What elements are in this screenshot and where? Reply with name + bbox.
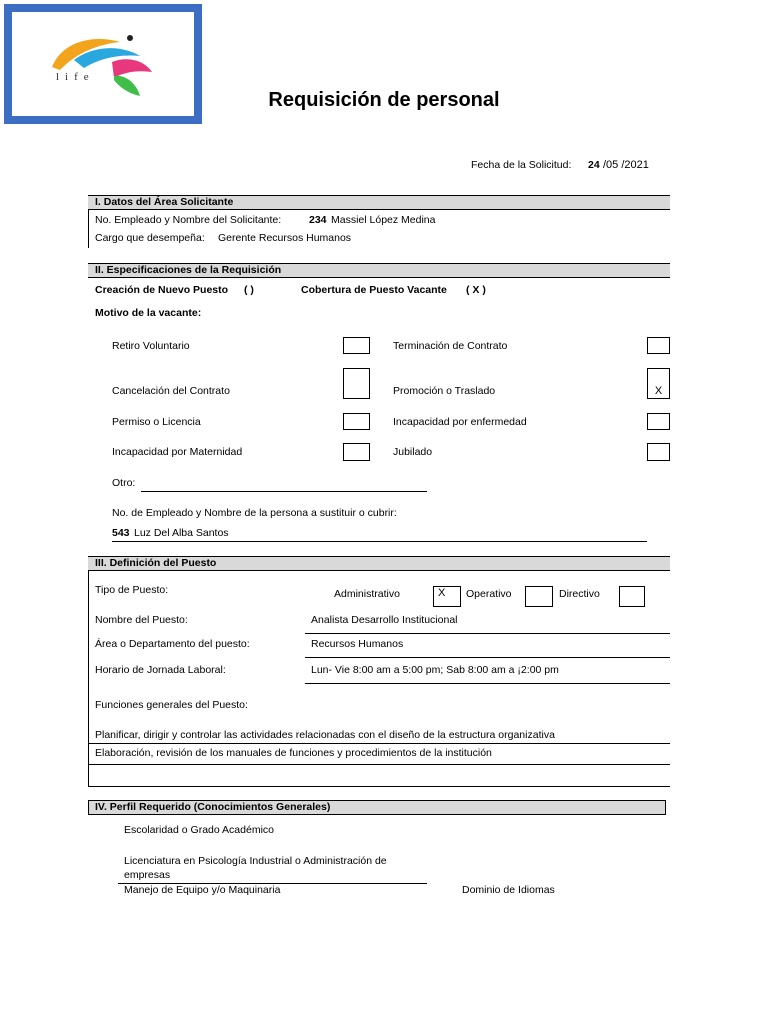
checkbox-retiro[interactable] xyxy=(343,337,370,354)
nombre-puesto-value: Analista Desarrollo Institucional xyxy=(311,614,458,626)
funcion-2: Elaboración, revisión de los manuales de funciones y procedimientos de la institución xyxy=(95,747,492,759)
section-3-border xyxy=(88,571,89,786)
reason-promocion: Promoción o Traslado xyxy=(393,385,496,397)
sustituir-line xyxy=(112,541,647,542)
reason-cancelacion: Cancelación del Contrato xyxy=(112,385,230,397)
area-line xyxy=(305,657,670,658)
funcion-2-line xyxy=(88,764,670,765)
empleado-name: Massiel López Medina xyxy=(331,214,436,226)
checkbox-administrativo[interactable]: X xyxy=(433,586,461,607)
reason-incapacidad-enfermedad: Incapacidad por enfermedad xyxy=(393,416,527,428)
manejo-label: Manejo de Equipo y/o Maquinaria xyxy=(124,884,281,896)
reason-maternidad: Incapacidad por Maternidad xyxy=(112,446,243,458)
logo-text: life xyxy=(56,71,95,83)
horario-value: Lun- Vie 8:00 am a 5:00 pm; Sab 8:00 am a ¡2:00 pm xyxy=(311,664,559,676)
section-4-left-border xyxy=(88,800,89,815)
cobertura-mark: ( X ) xyxy=(466,284,486,296)
page-title: Requisición de personal xyxy=(268,89,500,111)
tipo-label: Tipo de Puesto: xyxy=(95,584,169,596)
motivo-label: Motivo de la vacante: xyxy=(95,307,202,319)
area-label: Área o Departamento del puesto: xyxy=(95,638,250,650)
tipo-directivo: Directivo xyxy=(559,588,600,600)
escolaridad-value-2: empresas xyxy=(124,869,171,881)
section-4-right-border xyxy=(665,800,666,815)
checkbox-directivo[interactable] xyxy=(619,586,645,607)
checkbox-operativo[interactable] xyxy=(525,586,553,607)
funcion-3-line xyxy=(88,786,670,787)
fecha-day: 24 xyxy=(588,159,600,171)
cargo-label: Cargo que desempeña: xyxy=(95,232,205,244)
section-4-header: IV. Perfil Requerido (Conocimientos Generales) xyxy=(88,800,666,815)
checkbox-jubilado[interactable] xyxy=(647,443,670,461)
checkbox-promocion[interactable]: X xyxy=(647,368,670,399)
checkbox-maternidad[interactable] xyxy=(343,443,370,461)
reason-jubilado: Jubilado xyxy=(393,446,433,458)
section-1-border xyxy=(88,210,89,248)
funcion-1: Planificar, dirigir y controlar las actividades relacionadas con el diseño de la estructura organizativa xyxy=(95,729,555,741)
empleado-num: 234 xyxy=(309,214,327,226)
otro-label: Otro: xyxy=(112,477,136,489)
horario-label: Horario de Jornada Laboral: xyxy=(95,664,226,676)
cobertura-label: Cobertura de Puesto Vacante xyxy=(301,284,447,296)
checkbox-terminacion[interactable] xyxy=(647,337,670,354)
reason-retiro: Retiro Voluntario xyxy=(112,340,190,352)
empleado-label: No. Empleado y Nombre del Solicitante: xyxy=(95,214,282,226)
creacion-label: Creación de Nuevo Puesto xyxy=(95,284,229,296)
escolaridad-label: Escolaridad o Grado Académico xyxy=(124,824,274,836)
tipo-administrativo: Administrativo xyxy=(334,588,400,600)
reason-permiso: Permiso o Licencia xyxy=(112,416,201,428)
sustituir-label: No. de Empleado y Nombre de la persona a sustituir o cubrir: xyxy=(112,507,397,519)
nombre-puesto-line xyxy=(305,633,670,634)
area-value: Recursos Humanos xyxy=(311,638,404,650)
fecha-rest: /05 /2021 xyxy=(603,159,649,171)
fecha-label: Fecha de la Solicitud: xyxy=(471,159,572,171)
funcion-1-line xyxy=(88,743,670,744)
checkbox-incapacidad-enfermedad[interactable] xyxy=(647,413,670,430)
tipo-operativo: Operativo xyxy=(466,588,512,600)
idiomas-label: Dominio de Idiomas xyxy=(462,884,555,896)
otro-line[interactable] xyxy=(141,491,427,492)
reason-terminacion: Terminación de Contrato xyxy=(393,340,508,352)
escolaridad-value-1: Licenciatura en Psicología Industrial o Administración de xyxy=(124,855,387,867)
creacion-mark: ( ) xyxy=(244,284,254,296)
funciones-label: Funciones generales del Puesto: xyxy=(95,699,248,711)
checkbox-cancelacion[interactable] xyxy=(343,368,370,399)
sustituir-name: Luz Del Alba Santos xyxy=(134,527,229,539)
sustituir-num: 543 xyxy=(112,527,130,539)
section-1-header: I. Datos del Área Solicitante xyxy=(88,195,670,210)
cargo-value: Gerente Recursos Humanos xyxy=(218,232,352,244)
horario-line xyxy=(305,683,670,684)
checkbox-permiso[interactable] xyxy=(343,413,370,430)
section-3-header: III. Definición del Puesto xyxy=(88,556,670,571)
nombre-puesto-label: Nombre del Puesto: xyxy=(95,614,188,626)
section-2-header: II. Especificaciones de la Requisición xyxy=(88,263,670,278)
